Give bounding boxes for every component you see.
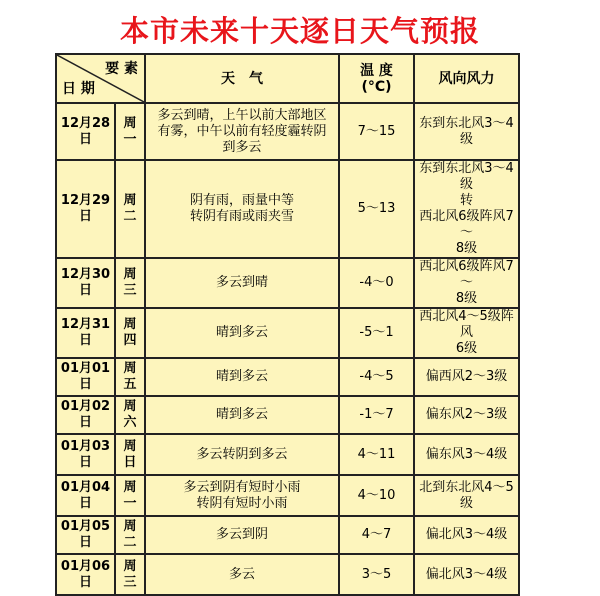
weekday-char: 周 bbox=[123, 438, 137, 454]
weather-line: 晴到多云 bbox=[215, 369, 268, 384]
date-line: 日 bbox=[78, 495, 92, 511]
date-line: 12月29 bbox=[60, 193, 111, 208]
header-temperature bbox=[339, 54, 414, 103]
wind-line: 北到东北风4～5级 bbox=[419, 479, 514, 511]
wind-cell bbox=[414, 103, 519, 160]
date-line: 日 bbox=[78, 377, 92, 392]
wind-line: 偏北风3～4级 bbox=[425, 527, 508, 542]
weather-line: 晴到多云 bbox=[215, 325, 268, 340]
weekday-char: 五 bbox=[123, 377, 137, 392]
header-date-label: 日 期 bbox=[62, 81, 95, 97]
weekday-cell bbox=[115, 475, 145, 516]
date-line: 01月03 bbox=[60, 438, 111, 454]
weekday-cell bbox=[115, 516, 145, 554]
date-line: 日 bbox=[78, 131, 92, 147]
header-temperature-line1: 温 度 bbox=[360, 62, 393, 79]
weather-line: 多云到晴 bbox=[215, 275, 268, 290]
weekday-cell bbox=[115, 396, 145, 434]
weather-cell bbox=[145, 396, 339, 434]
forecast-row bbox=[56, 308, 519, 358]
weekday-char: 周 bbox=[123, 317, 137, 332]
date-line: 12月31 bbox=[60, 317, 111, 332]
weekday-char: 三 bbox=[123, 283, 137, 298]
forecast-row bbox=[56, 358, 519, 396]
weather-cell bbox=[145, 516, 339, 554]
date-cell bbox=[56, 475, 115, 516]
weekday-char: 一 bbox=[123, 131, 137, 147]
date-line: 01月04 bbox=[60, 479, 111, 495]
weekday-cell bbox=[115, 434, 145, 475]
weather-cell bbox=[145, 160, 339, 258]
weekday-char: 六 bbox=[123, 415, 137, 430]
weekday-cell bbox=[115, 258, 145, 308]
date-line: 日 bbox=[78, 283, 92, 298]
date-line: 日 bbox=[78, 454, 92, 470]
wind-line: 东到东北风3～4级 bbox=[419, 161, 514, 192]
wind-cell bbox=[414, 475, 519, 516]
weather-cell bbox=[145, 554, 339, 595]
temperature-cell: -4～0 bbox=[339, 258, 414, 308]
wind-line: 偏东风3～4级 bbox=[425, 446, 508, 462]
wind-line: 6级 bbox=[455, 341, 478, 356]
date-cell bbox=[56, 103, 115, 160]
date-line: 12月30 bbox=[60, 267, 111, 282]
forecast-row bbox=[56, 396, 519, 434]
weather-cell bbox=[145, 434, 339, 475]
weekday-char: 二 bbox=[123, 209, 137, 224]
weekday-char: 周 bbox=[123, 399, 137, 414]
header-corner-cell bbox=[56, 54, 145, 103]
date-cell bbox=[56, 554, 115, 595]
weekday-char: 周 bbox=[123, 361, 137, 376]
weekday-char: 周 bbox=[123, 519, 137, 534]
weather-cell bbox=[145, 103, 339, 160]
temperature-cell: 4～7 bbox=[339, 516, 414, 554]
wind-line: 偏北风3～4级 bbox=[425, 566, 508, 582]
weekday-char: 周 bbox=[123, 558, 137, 574]
date-cell bbox=[56, 160, 115, 258]
weekday-cell bbox=[115, 358, 145, 396]
wind-line: 8级 bbox=[455, 241, 478, 256]
weekday-char: 二 bbox=[123, 535, 137, 550]
temperature-cell: -4～5 bbox=[339, 358, 414, 396]
wind-line: 转 bbox=[459, 193, 473, 208]
date-cell bbox=[56, 258, 115, 308]
weekday-cell bbox=[115, 160, 145, 258]
date-line: 日 bbox=[78, 535, 92, 550]
weather-line: 阴有雨，雨量中等 bbox=[189, 193, 294, 208]
weather-cell bbox=[145, 258, 339, 308]
weekday-char: 三 bbox=[123, 574, 137, 590]
date-cell bbox=[56, 308, 115, 358]
forecast-row bbox=[56, 258, 519, 308]
weather-line: 有雾，中午以前有轻度霾转阴 bbox=[157, 123, 327, 139]
forecast-row bbox=[56, 160, 519, 258]
date-cell bbox=[56, 516, 115, 554]
header-weather: 天 气 bbox=[145, 54, 339, 103]
weather-cell bbox=[145, 475, 339, 516]
wind-line: 偏西风2～3级 bbox=[425, 369, 508, 384]
header-elements-label: 要 素 bbox=[105, 61, 138, 77]
weather-cell bbox=[145, 308, 339, 358]
wind-line: 西北风4～5级阵风 bbox=[419, 309, 514, 340]
date-cell bbox=[56, 396, 115, 434]
wind-cell bbox=[414, 434, 519, 475]
weekday-char: 周 bbox=[123, 479, 137, 495]
weather-line: 多云到阴有短时小雨 bbox=[183, 479, 301, 495]
weekday-char: 周 bbox=[123, 115, 137, 131]
header-row bbox=[56, 54, 519, 103]
wind-line: 西北风6级阵风7～ bbox=[419, 209, 514, 240]
temperature-cell: 3～5 bbox=[339, 554, 414, 595]
date-line: 日 bbox=[78, 415, 92, 430]
weekday-cell bbox=[115, 308, 145, 358]
date-line: 01月01 bbox=[60, 361, 111, 376]
wind-cell bbox=[414, 308, 519, 358]
temperature-cell: 4～11 bbox=[339, 434, 414, 475]
weather-line: 到多云 bbox=[222, 139, 262, 155]
wind-cell bbox=[414, 358, 519, 396]
temperature-cell: -1～7 bbox=[339, 396, 414, 434]
date-line: 12月28 bbox=[60, 115, 111, 131]
date-cell bbox=[56, 358, 115, 396]
weekday-cell bbox=[115, 103, 145, 160]
forecast-row bbox=[56, 516, 519, 554]
wind-cell bbox=[414, 516, 519, 554]
weekday-char: 周 bbox=[123, 267, 137, 282]
temperature-cell: 5～13 bbox=[339, 160, 414, 258]
wind-cell bbox=[414, 396, 519, 434]
date-cell bbox=[56, 434, 115, 475]
temperature-cell: 4～10 bbox=[339, 475, 414, 516]
wind-line: 东到东北风3～4级 bbox=[419, 115, 514, 147]
weather-line: 转阴有短时小雨 bbox=[196, 495, 288, 511]
wind-cell bbox=[414, 554, 519, 595]
wind-line: 西北风6级阵风7～ bbox=[419, 259, 514, 290]
weather-line: 多云转阴到多云 bbox=[196, 446, 288, 462]
header-wind: 风向风力 bbox=[414, 54, 519, 103]
weekday-char: 四 bbox=[123, 333, 137, 348]
weather-line: 多云 bbox=[228, 566, 255, 582]
forecast-table bbox=[55, 53, 520, 596]
weather-cell bbox=[145, 358, 339, 396]
header-temperature-unit: (°C) bbox=[361, 78, 392, 95]
forecast-row bbox=[56, 554, 519, 595]
weather-line: 晴到多云 bbox=[215, 407, 268, 422]
wind-cell bbox=[414, 258, 519, 308]
forecast-row bbox=[56, 475, 519, 516]
wind-cell bbox=[414, 160, 519, 258]
wind-line: 偏东风2～3级 bbox=[425, 407, 508, 422]
date-line: 日 bbox=[78, 333, 92, 348]
weather-line: 转阴有雨或雨夹雪 bbox=[189, 209, 294, 224]
weekday-char: 日 bbox=[123, 454, 137, 470]
date-line: 01月05 bbox=[60, 519, 111, 534]
page-title: 本市未来十天逐日天气预报 bbox=[119, 14, 480, 48]
temperature-cell: 7～15 bbox=[339, 103, 414, 160]
weather-line: 多云到晴，上午以前大部地区 bbox=[157, 107, 327, 123]
temperature-cell: -5～1 bbox=[339, 308, 414, 358]
wind-line: 8级 bbox=[455, 291, 478, 306]
forecast-row bbox=[56, 103, 519, 160]
forecast-row bbox=[56, 434, 519, 475]
weekday-char: 周 bbox=[123, 193, 137, 208]
date-line: 01月06 bbox=[60, 558, 111, 574]
date-line: 日 bbox=[78, 209, 92, 224]
date-line: 01月02 bbox=[60, 399, 111, 414]
weekday-char: 一 bbox=[123, 495, 137, 511]
date-line: 日 bbox=[78, 574, 92, 590]
weather-line: 多云到阴 bbox=[215, 527, 268, 542]
weekday-cell bbox=[115, 554, 145, 595]
